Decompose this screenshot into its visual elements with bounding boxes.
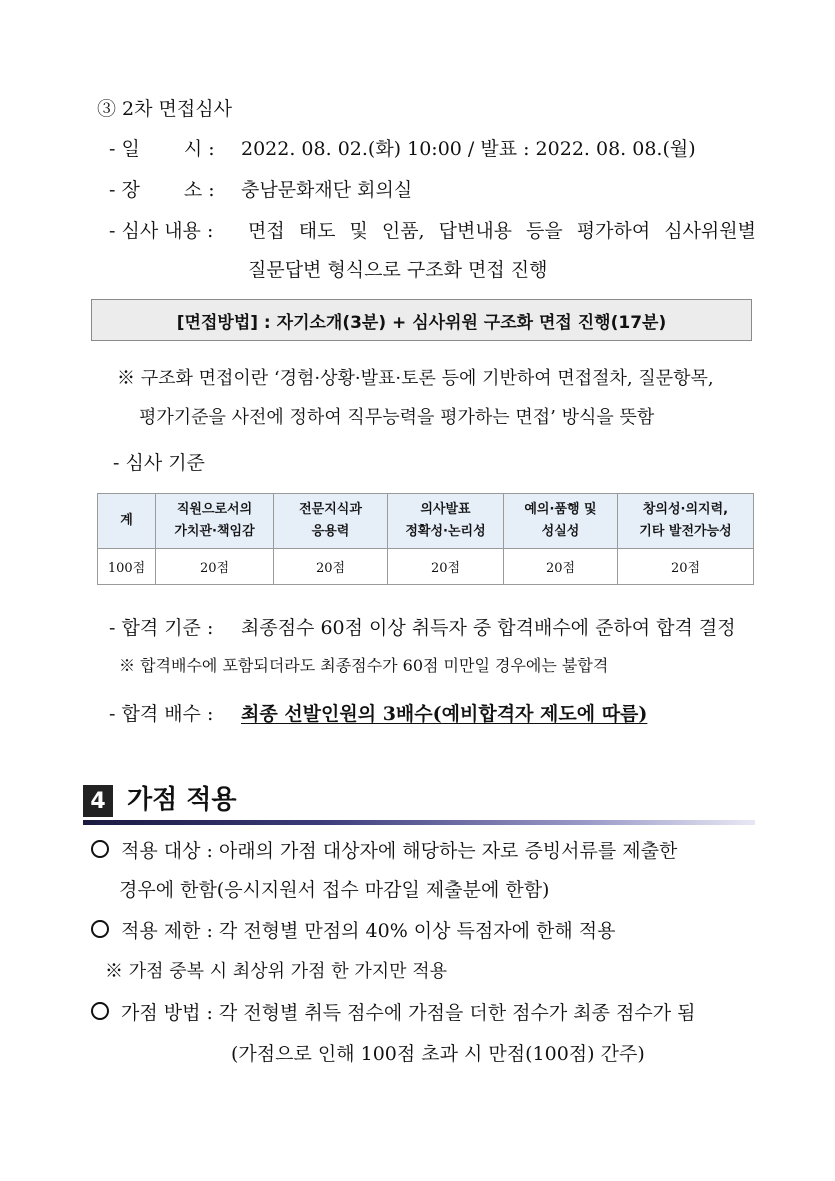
section-divider: [83, 820, 755, 825]
interview-method-text: [면접방법] : 자기소개(3분) + 심사위원 구조화 면접 진행(17분): [176, 312, 667, 333]
pass-ratio-label: - 합격 배수 :: [109, 703, 214, 725]
content-line1: 면접 태도 및 인품, 답변내용 등을 평가하여 심사위원별: [248, 220, 756, 242]
section-number: 4: [83, 785, 113, 817]
table-header-manners: 예의·품행 및 성실성: [504, 494, 618, 549]
pass-criteria-value: 최종점수 60점 이상 취득자 중 합격배수에 준하여 합격 결정: [241, 617, 736, 639]
table-cell: 20점: [274, 549, 388, 585]
table-cell: 20점: [504, 549, 618, 585]
circle-bullet-icon: [91, 840, 109, 858]
table-row: [98, 549, 754, 585]
circle-bullet-icon: [91, 1002, 109, 1020]
place-value: 충남문화재단 회의실: [241, 179, 413, 201]
place-label: - 장 소 :: [109, 179, 215, 201]
table-header-expression: 의사발표 정확성·논리성: [388, 494, 504, 549]
table-header-row: [98, 494, 754, 549]
bonus-method-line1: 가점 방법 : 각 전형별 취득 점수에 가점을 더한 점수가 최종 점수가 됨: [121, 1002, 696, 1024]
bonus-limit-item: [91, 918, 615, 944]
table-header-total: 계: [98, 494, 156, 549]
date-label: - 일 시 :: [109, 138, 215, 160]
interview-method-box: [91, 299, 752, 341]
stage-heading: ③ 2차 면접심사: [97, 98, 232, 120]
bonus-target-item: [91, 838, 677, 864]
section-title: 가점 적용: [127, 785, 237, 815]
pass-criteria-note: ※ 합격배수에 포함되더라도 최종점수가 60점 미만일 경우에는 불합격: [119, 656, 609, 675]
table-header-values: 직원으로서의 가치관·책임감: [156, 494, 274, 549]
bonus-method-line2: (가점으로 인해 100점 초과 시 만점(100점) 간주): [231, 1043, 645, 1065]
bonus-target-line2: 경우에 한함(응시지원서 접수 마감일 제출분에 한함): [119, 879, 550, 901]
structured-interview-note-line1: ※ 구조화 면접이란 ‘경험·상황·발표·토론 등에 기반하여 면접절차, 질문항목,: [117, 368, 714, 389]
content-line2: 질문답변 형식으로 구조화 면접 진행: [248, 259, 548, 281]
content-label: - 심사 내용 :: [109, 220, 214, 242]
pass-criteria-label: - 합격 기준 :: [109, 617, 214, 639]
structured-interview-note-line2: 평가기준을 사전에 정하여 직무능력을 평가하는 면접’ 방식을 뜻함: [139, 407, 655, 428]
circle-bullet-icon: [91, 920, 109, 938]
bonus-method-item: [91, 1000, 695, 1026]
table-header-creativity: 창의성·의지력, 기타 발전가능성: [618, 494, 754, 549]
table-cell: 100점: [98, 549, 156, 585]
date-value: 2022. 08. 02.(화) 10:00 / 발표 : 2022. 08. 08.(월): [241, 138, 696, 160]
table-cell: 20점: [618, 549, 754, 585]
bonus-limit-note: ※ 가점 중복 시 최상위 가점 한 가지만 적용: [105, 961, 447, 982]
table-cell: 20점: [388, 549, 504, 585]
bonus-limit-text: 적용 제한 : 각 전형별 만점의 40% 이상 득점자에 한해 적용: [121, 920, 616, 942]
criteria-table: [97, 493, 754, 585]
bonus-target-line1: 적용 대상 : 아래의 가점 대상자에 해당하는 자로 증빙서류를 제출한: [121, 840, 678, 862]
pass-ratio-value: 최종 선발인원의 3배수(예비합격자 제도에 따름): [241, 703, 648, 725]
table-cell: 20점: [156, 549, 274, 585]
table-header-expertise: 전문지식과 응용력: [274, 494, 388, 549]
criteria-label: - 심사 기준: [113, 452, 205, 474]
